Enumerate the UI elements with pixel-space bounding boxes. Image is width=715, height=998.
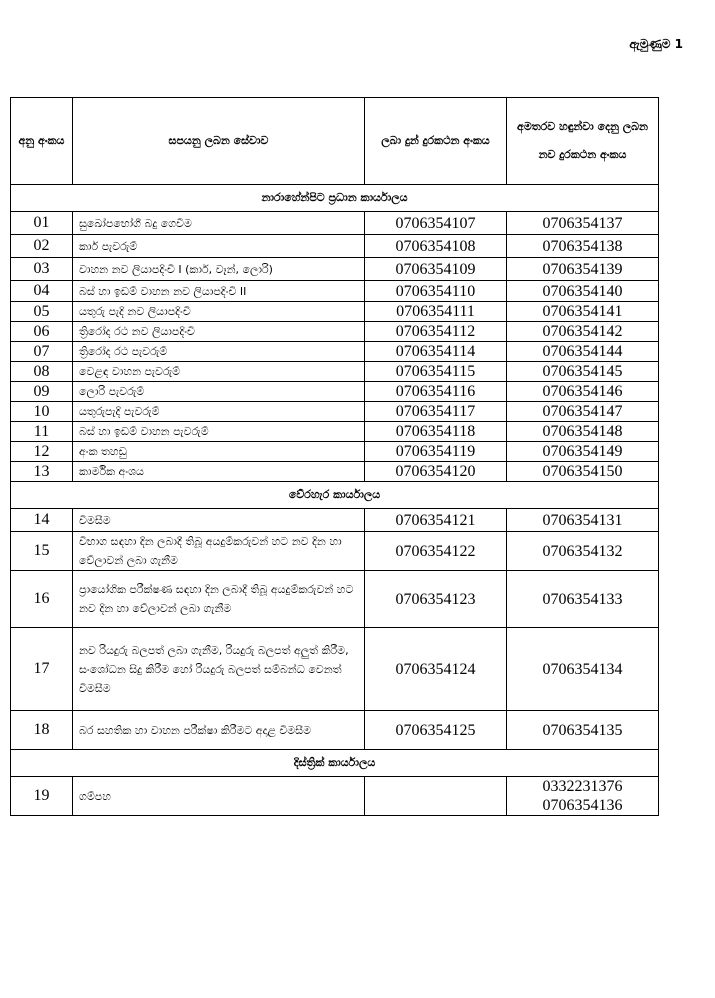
row-new-number: 0706354132 [507, 532, 659, 571]
table-row [11, 422, 659, 442]
header-new-number: අමතරව හඳුන්වා දෙනු ලබන නව දුරකථන අංකය [507, 98, 659, 185]
table-row [11, 442, 659, 462]
row-new-number [507, 777, 659, 816]
row-new-number: 0706354150 [507, 462, 659, 482]
row-given-number: 0706354111 [365, 302, 507, 322]
section-heading-row [11, 185, 659, 212]
row-no: 10 [11, 402, 73, 422]
row-service: කාර් පැවරුම් [73, 235, 365, 258]
row-no: 18 [11, 711, 73, 750]
row-new-number: 0706354135 [507, 711, 659, 750]
row-given-number: 0706354122 [365, 532, 507, 571]
row-service: බස් හා ඉඩම් වාහන නව ලියාපදිංචි II [73, 281, 365, 302]
row-no: 16 [11, 571, 73, 628]
row-no: 01 [11, 212, 73, 235]
row-given-number: 0706354118 [365, 422, 507, 442]
row-given-number: 0706354108 [365, 235, 507, 258]
row-new-number: 0706354144 [507, 342, 659, 362]
row-no: 17 [11, 628, 73, 711]
row-no: 02 [11, 235, 73, 258]
phone-directory-table [10, 97, 659, 816]
row-new-number-line-2: 0706354136 [542, 797, 623, 814]
row-service: අංක තහඩු [73, 442, 365, 462]
section-title: වේරහැර කාර්යාලය [11, 482, 659, 509]
row-service: ලොරි පැවරුම් [73, 382, 365, 402]
row-given-number: 0706354116 [365, 382, 507, 402]
row-given-number: 0706354109 [365, 258, 507, 281]
table-row [11, 462, 659, 482]
row-service: ගම්පහ [73, 777, 365, 816]
row-new-number: 0706354138 [507, 235, 659, 258]
row-given-number: 0706354119 [365, 442, 507, 462]
annex-label: ඇමුණුම 1 [629, 37, 683, 51]
table-row [11, 382, 659, 402]
row-no: 08 [11, 362, 73, 382]
table-row [11, 509, 659, 532]
table-row [11, 342, 659, 362]
row-no: 04 [11, 281, 73, 302]
row-no: 19 [11, 777, 73, 816]
row-given-number: 0706354123 [365, 571, 507, 628]
row-service: යතුරු පැදි නව ලියාපදිංචි [73, 302, 365, 322]
row-service: ත්‍රිරෝද රථ පැවරුම් [73, 342, 365, 362]
section-title: දිස්ත්‍රික් කාර්යාලය [11, 750, 659, 777]
row-no: 15 [11, 532, 73, 571]
row-given-number: 0706354107 [365, 212, 507, 235]
row-given-number: 0706354110 [365, 281, 507, 302]
table-row [11, 777, 659, 816]
row-given-number: 0706354121 [365, 509, 507, 532]
row-given-number: 0706354114 [365, 342, 507, 362]
row-given-number: 0706354115 [365, 362, 507, 382]
row-given-number [365, 777, 507, 816]
row-no: 05 [11, 302, 73, 322]
row-no: 09 [11, 382, 73, 402]
row-new-number: 0706354149 [507, 442, 659, 462]
row-no: 12 [11, 442, 73, 462]
row-new-number: 0706354131 [507, 509, 659, 532]
table-row [11, 302, 659, 322]
table-row [11, 628, 659, 711]
row-new-number: 0706354147 [507, 402, 659, 422]
row-new-number: 0706354139 [507, 258, 659, 281]
row-service: වෙළඳ වාහන පැවරුම් [73, 362, 365, 382]
row-no: 03 [11, 258, 73, 281]
row-service: වාහන නව ලියාපදිංචි I (කාර්, වෑන්, ලොරි) [73, 258, 365, 281]
row-new-number: 0706354140 [507, 281, 659, 302]
table-row [11, 711, 659, 750]
row-service: යතුරුපැදි පැවරුම් [73, 402, 365, 422]
row-service: බස් හා ඉඩම් වාහන පැවරුම් [73, 422, 365, 442]
row-given-number: 0706354112 [365, 322, 507, 342]
row-given-number: 0706354117 [365, 402, 507, 422]
row-service: ත්‍රිරෝද රථ නව ලියාපදිංචි [73, 322, 365, 342]
row-new-number: 0706354145 [507, 362, 659, 382]
table-row [11, 362, 659, 382]
row-no: 14 [11, 509, 73, 532]
row-service: විමසීම [73, 509, 365, 532]
table-row [11, 571, 659, 628]
row-no: 11 [11, 422, 73, 442]
header-given-number: ලබා දුන් දුරකථන අංකය [365, 98, 507, 185]
section-title: නාරාහේන්පිට ප්‍රධාන කාර්යාලය [11, 185, 659, 212]
table-row [11, 258, 659, 281]
row-new-number: 0706354142 [507, 322, 659, 342]
table-row [11, 235, 659, 258]
row-service: නව රියදුරු බලපත් ලබා ගැනීම, රියදුරු බලපත් අලුත් කිරීම, සංශෝධන සිදු කිරීම හෝ රියදුරු බලපත් සම්බන්ධ වෙනත් විමසීම [73, 628, 365, 711]
row-new-number: 0706354146 [507, 382, 659, 402]
row-no: 07 [11, 342, 73, 362]
header-service: සපයනු ලබන සේවාව [73, 98, 365, 185]
row-given-number: 0706354124 [365, 628, 507, 711]
row-service: සුඛෝපභෝගී බදු ගෙවීම [73, 212, 365, 235]
row-service: බර සහතික හා වාහන පරීක්ෂා කිරීමට අදාළ විමසීම [73, 711, 365, 750]
row-new-number: 0706354134 [507, 628, 659, 711]
table-row [11, 212, 659, 235]
header-no: අනු අංකය [11, 98, 73, 185]
table-row [11, 402, 659, 422]
row-service: විභාග සඳහා දින ලබාදී තිබූ අයදුම්කරුවන් හට නව දින හා වේලාවන් ලබා ගැනීම [73, 532, 365, 571]
row-new-number: 0706354133 [507, 571, 659, 628]
row-new-number: 0706354137 [507, 212, 659, 235]
row-no: 06 [11, 322, 73, 342]
row-service: කාර්මික අංශය [73, 462, 365, 482]
table-row [11, 322, 659, 342]
table-row [11, 281, 659, 302]
table-row [11, 532, 659, 571]
table-header-row [11, 98, 659, 185]
row-new-number: 0706354141 [507, 302, 659, 322]
row-new-number-line-1: 0332231376 [542, 778, 623, 795]
section-heading-row [11, 482, 659, 509]
row-service: ප්‍රායෝගික පරීක්ෂණ සඳහා දින ලබාදී තිබූ අයදුම්කරුවන් හට නව දින හා වේලාවන් ලබා ගැනීම [73, 571, 365, 628]
row-given-number: 0706354125 [365, 711, 507, 750]
row-no: 13 [11, 462, 73, 482]
row-given-number: 0706354120 [365, 462, 507, 482]
section-heading-row [11, 750, 659, 777]
row-new-number: 0706354148 [507, 422, 659, 442]
